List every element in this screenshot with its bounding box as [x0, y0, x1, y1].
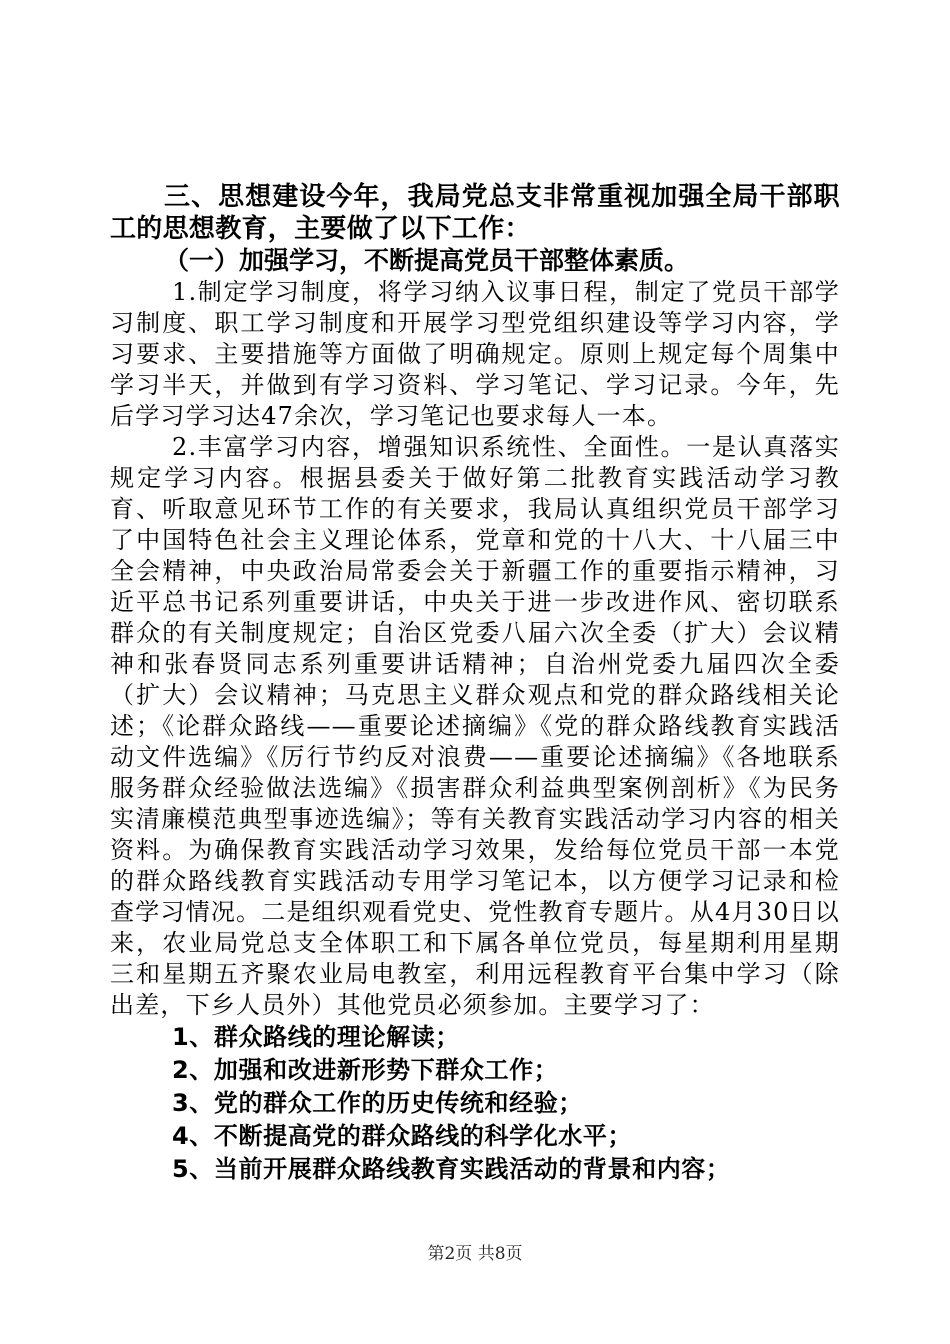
list-item: 2、加强和改进新形势下群众工作；	[172, 1056, 559, 1084]
sub-heading: （一）加强学习，不断提高党员干部整体素质。	[164, 246, 690, 275]
list-item: 4、不断提高党的群众路线的科学化水平；	[172, 1122, 633, 1150]
page-content	[110, 181, 840, 1186]
section-heading: 三、思想建设今年，我局党总支非常重视加强全局干部职工的思想教育，主要做了以下工作：	[110, 182, 840, 244]
page-number: 第2页 共8页	[427, 1244, 523, 1264]
paragraph-study-system: 1.制定学习制度，将学习纳入议事日程，制定了党员干部学习制度、职工学习制度和开展学习型党组织建设等学习内容，学习要求、主要措施等方面做了明确规定。原则上规定每个周集中学习半天，并做到有学习资料、学习笔记、学习记录。今年，先后学习学习达47余次，学习笔记也要求每人一本。	[110, 278, 840, 430]
study-topic-list	[110, 1021, 840, 1186]
list-item: 3、党的群众工作的历史传统和经验；	[172, 1089, 583, 1117]
page-footer	[0, 1243, 950, 1265]
list-item: 5、当前开展群众路线教育实践活动的背景和内容；	[172, 1155, 731, 1183]
list-item: 1、群众路线的理论解读；	[172, 1023, 460, 1051]
paragraph-study-content: 2.丰富学习内容，增强知识系统性、全面性。一是认真落实规定学习内容。根据县委关于做好第二批教育实践活动学习教育、听取意见环节工作的有关要求，我局认真组织党员干部学习了中国特色社会主义理论体系，党章和党的十八大、十八届三中全会精神，中央政治局常委会关于新疆工作的重要指示精神，习近平总书记系列重要讲话，中央关于进一步改进作风、密切联系群众的有关制度规定；自治区党委八届六次全委（扩大）会议精神和张春贤同志系列重要讲话精神；自治州党委九届四次全委（扩大）会议精神；马克思主义群众观点和党的群众路线相关论述；《论群众路线——重要论述摘编》《党的群众路线教育实践活动文件选编》《厉行节约反对浪费——重要论述摘编》《各地联系服务群众经验做法选编》《损害群众利益典型案例剖析》《为民务实清廉模范典型事迹选编》；等有关教育实践活动学习内容的相关资料。为确保教育实践活动学习效果，发给每位党员干部一本党的群众路线教育实践活动专用学习笔记本，以方便学习记录和检查学习情况。二是组织观看党史、党性教育专题片。从4月30日以来，农业局党总支全体职工和下属各单位党员，每星期利用星期三和星期五齐聚农业局电教室，利用远程教育平台集中学习（除出差，下乡人员外）其他党员必须参加。主要学习了：	[110, 433, 840, 1019]
